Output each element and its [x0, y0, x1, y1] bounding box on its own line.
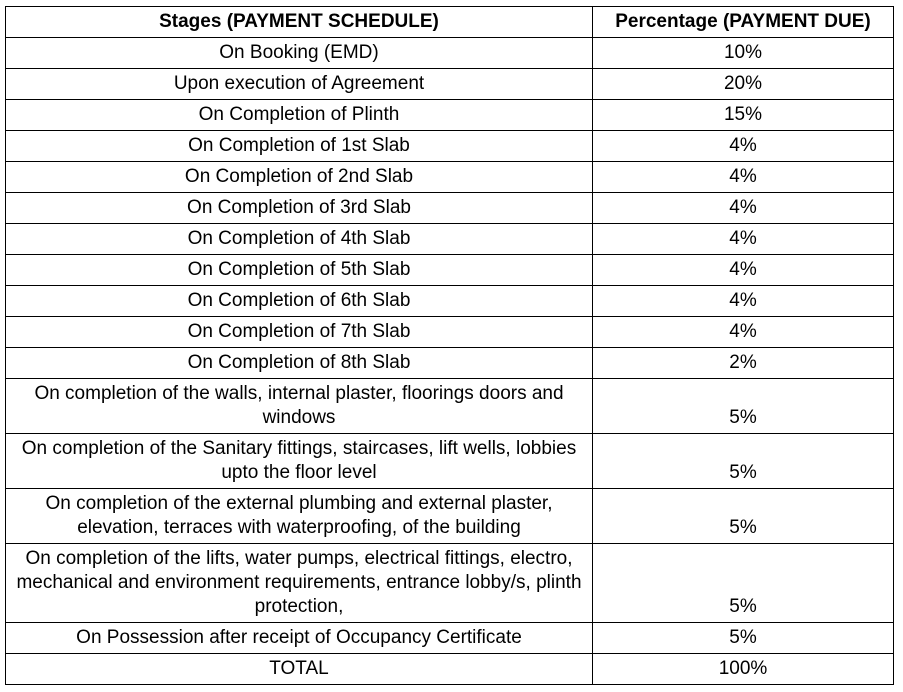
stage-cell: On Completion of 8th Slab — [6, 348, 593, 379]
stage-cell: On Completion of 5th Slab — [6, 255, 593, 286]
stage-cell: On completion of the lifts, water pumps, electrical fittings, electro, mechanical and environment requirements, entrance lobby/s, plinth protection, — [6, 544, 593, 623]
percentage-cell: 5% — [593, 489, 894, 544]
table-row — [6, 434, 894, 489]
table-row — [6, 224, 894, 255]
stage-cell: On Completion of 6th Slab — [6, 286, 593, 317]
percentage-column-header: Percentage (PAYMENT DUE) — [593, 7, 894, 38]
percentage-cell: 4% — [593, 162, 894, 193]
total-percentage-cell: 100% — [593, 654, 894, 685]
table-row — [6, 348, 894, 379]
percentage-cell: 5% — [593, 544, 894, 623]
table-row — [6, 193, 894, 224]
percentage-cell: 5% — [593, 434, 894, 489]
percentage-cell: 15% — [593, 100, 894, 131]
stage-cell: On Booking (EMD) — [6, 38, 593, 69]
table-row — [6, 379, 894, 434]
percentage-cell: 5% — [593, 379, 894, 434]
stage-cell: On Completion of 4th Slab — [6, 224, 593, 255]
percentage-cell: 4% — [593, 193, 894, 224]
stage-cell: On completion of the Sanitary fittings, staircases, lift wells, lobbies upto the floor level — [6, 434, 593, 489]
table-row — [6, 317, 894, 348]
table-row — [6, 69, 894, 100]
percentage-cell: 4% — [593, 255, 894, 286]
table-row — [6, 38, 894, 69]
stage-cell: On Completion of 7th Slab — [6, 317, 593, 348]
total-row — [6, 654, 894, 685]
stage-cell: On Completion of 3rd Slab — [6, 193, 593, 224]
table-row — [6, 131, 894, 162]
stage-cell: On completion of the external plumbing and external plaster, elevation, terraces with waterproofing, of the building — [6, 489, 593, 544]
table-row — [6, 100, 894, 131]
total-label-cell: TOTAL — [6, 654, 593, 685]
table-row — [6, 286, 894, 317]
percentage-cell: 2% — [593, 348, 894, 379]
table-header — [6, 7, 894, 38]
stage-cell: On completion of the walls, internal plaster, floorings doors and windows — [6, 379, 593, 434]
stage-cell: On Completion of 1st Slab — [6, 131, 593, 162]
percentage-cell: 4% — [593, 131, 894, 162]
table-body — [6, 38, 894, 685]
table-row — [6, 489, 894, 544]
stage-cell: On Completion of Plinth — [6, 100, 593, 131]
table-row — [6, 255, 894, 286]
table-row — [6, 623, 894, 654]
percentage-cell: 5% — [593, 623, 894, 654]
percentage-cell: 4% — [593, 317, 894, 348]
table-row — [6, 544, 894, 623]
percentage-cell: 4% — [593, 286, 894, 317]
percentage-cell: 10% — [593, 38, 894, 69]
stage-cell: Upon execution of Agreement — [6, 69, 593, 100]
stage-column-header: Stages (PAYMENT SCHEDULE) — [6, 7, 593, 38]
stage-cell: On Possession after receipt of Occupancy Certificate — [6, 623, 593, 654]
header-row — [6, 7, 894, 38]
percentage-cell: 20% — [593, 69, 894, 100]
percentage-cell: 4% — [593, 224, 894, 255]
table-row — [6, 162, 894, 193]
payment-schedule-table — [5, 6, 894, 685]
stage-cell: On Completion of 2nd Slab — [6, 162, 593, 193]
